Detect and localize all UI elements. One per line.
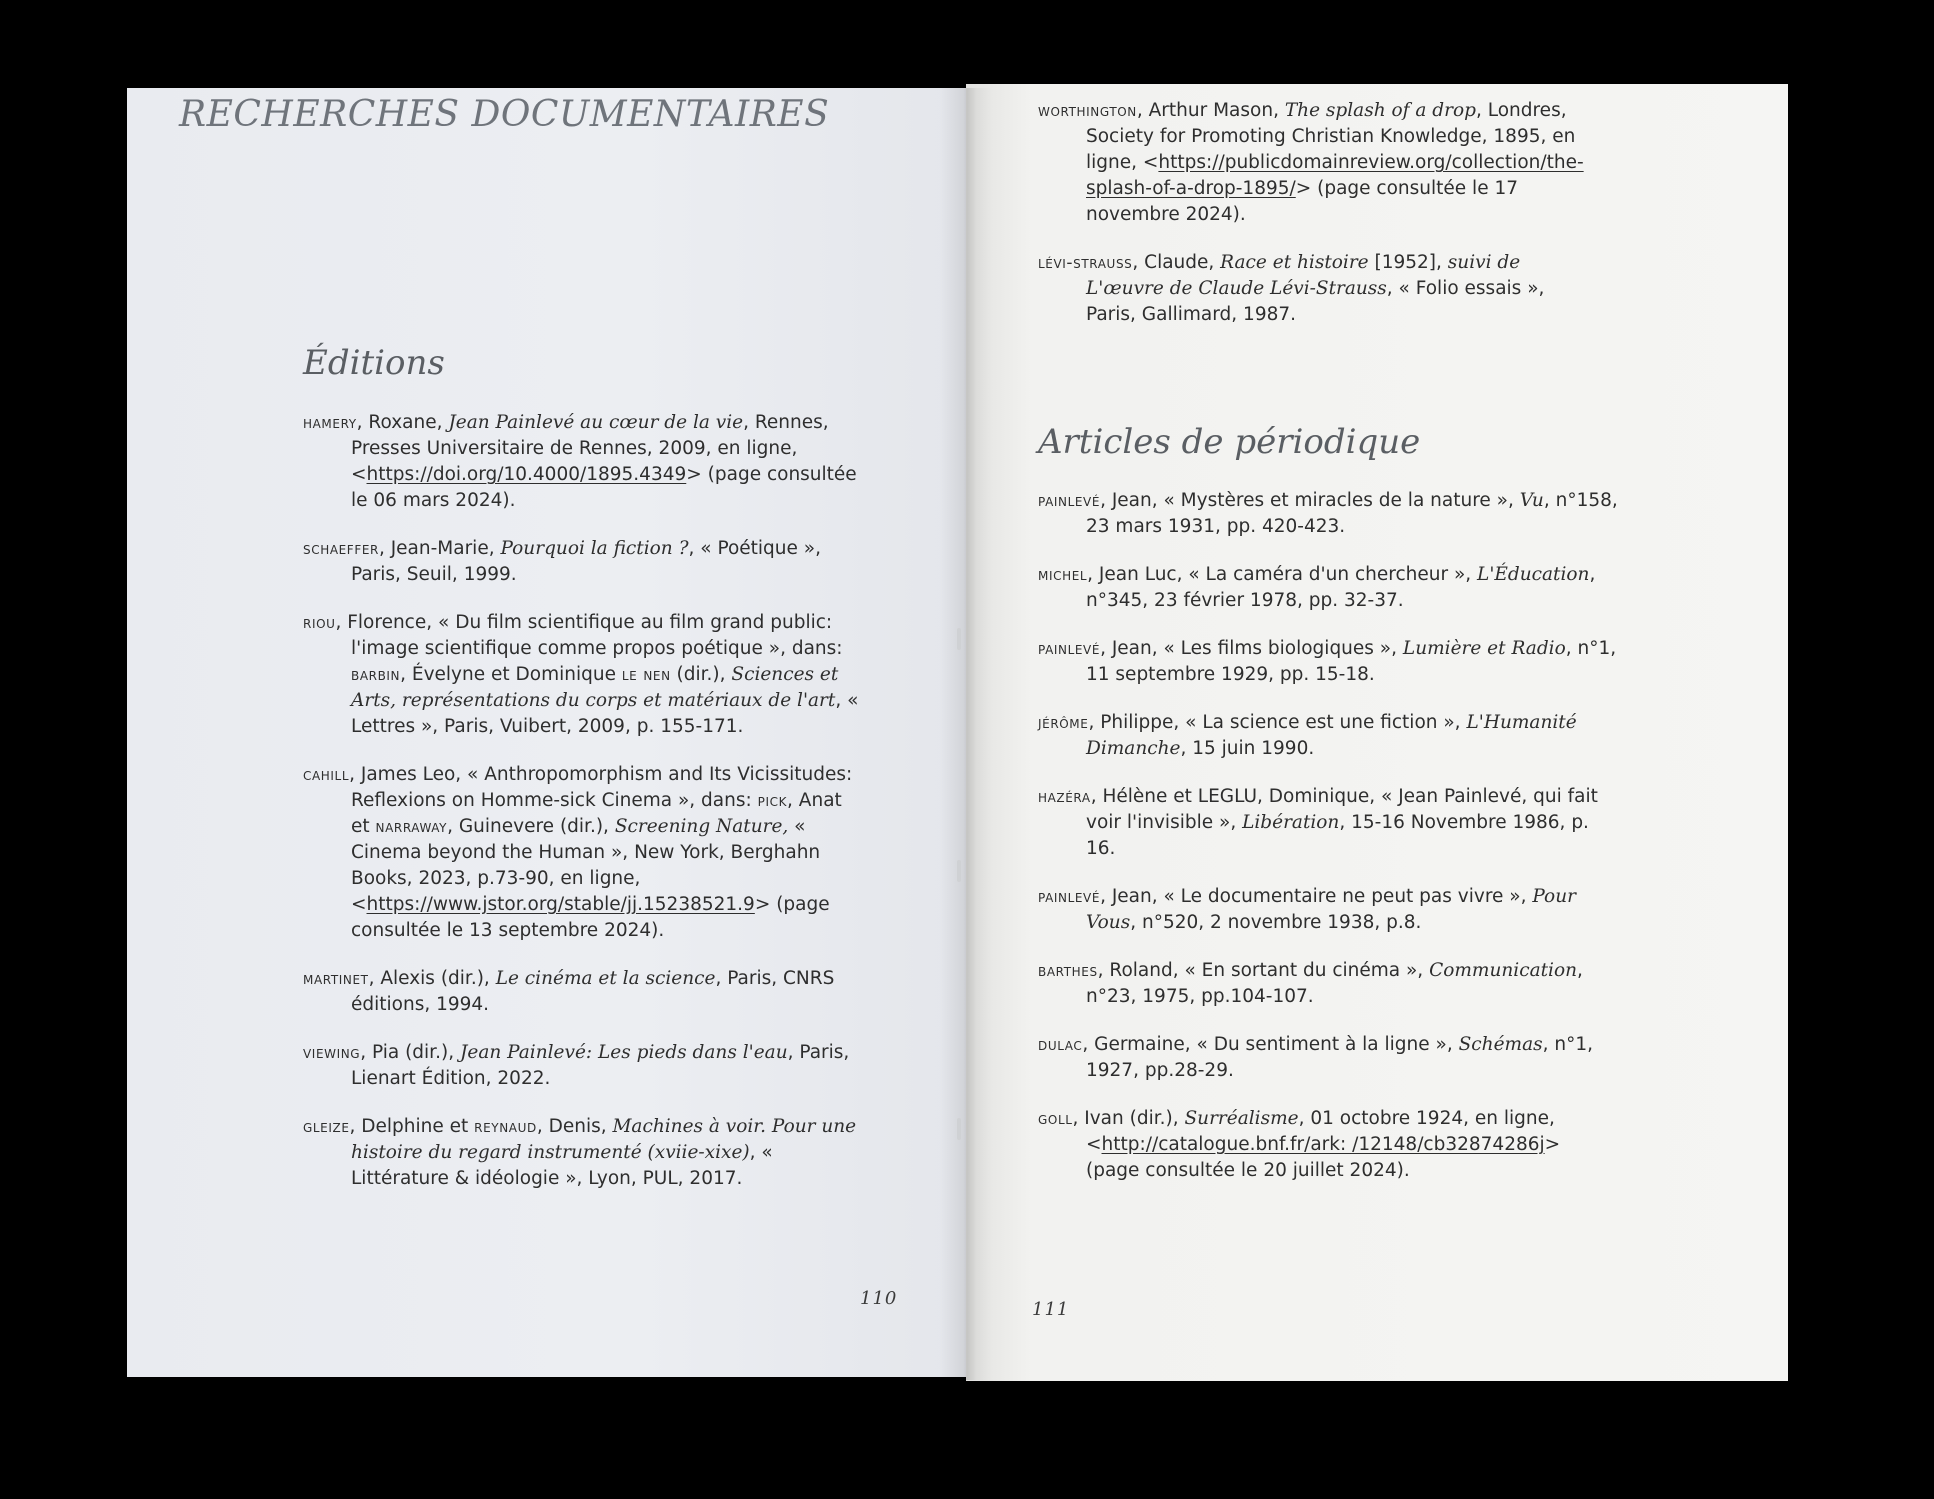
articles-list <box>1038 488 1618 1206</box>
author-surname: viewing <box>303 1043 361 1063</box>
entry-text: , « Poétique », Paris, Seuil, 1999. <box>351 538 821 585</box>
work-title: L'Humanité Dimanche <box>1086 712 1577 759</box>
entry-text: , Arthur Mason, <box>1136 100 1285 121</box>
bibliography-entry <box>303 410 863 514</box>
bibliography-entry <box>1038 958 1618 1010</box>
entry-text: , Paris, Lienart Édition, 2022. <box>351 1042 850 1089</box>
author-surname: worthington <box>1038 101 1137 121</box>
author-surname: jérôme <box>1038 713 1089 733</box>
author-surname: schaeffer <box>303 539 379 559</box>
entry-text: , Philippe, « La science est une fiction », <box>1088 712 1467 733</box>
author-surname: lévi-strauss <box>1038 253 1133 273</box>
entry-text: , n°1, 11 septembre 1929, pp. 15-18. <box>1086 638 1617 685</box>
work-title: Vu <box>1519 490 1544 511</box>
bibliography-entry <box>1038 636 1618 688</box>
entry-text: > (page consultée le 20 juillet 2024). <box>1086 1134 1561 1181</box>
entry-text: , n°23, 1975, pp.104-107. <box>1086 960 1583 1007</box>
entry-text: « Cinema beyond the Human », New York, Berghahn Books, 2023, p.73-90, en ligne, < <box>351 816 821 915</box>
work-title: Machines à voir. Pour une histoire du regard instrumenté (xviie-xixe) <box>351 1116 857 1163</box>
entry-url-link[interactable]: https://www.jstor.org/stable/jj.15238521.9 <box>366 894 755 915</box>
work-title: Libération <box>1242 812 1340 833</box>
entry-text: , Alexis (dir.), <box>368 968 496 989</box>
author-surname: le nen <box>621 665 671 685</box>
author-surname: barbin <box>351 665 401 685</box>
bibliography-entry <box>1038 1106 1618 1184</box>
entry-text: , Évelyne et Dominique <box>400 664 622 685</box>
entry-text: , Delphine et <box>349 1116 475 1137</box>
entry-text: , Jean Luc, « La caméra d'un chercheur », <box>1087 564 1478 585</box>
author-surname: painlevé <box>1038 491 1101 511</box>
bibliography-entry <box>303 762 863 944</box>
bibliography-entry <box>303 1040 863 1092</box>
author-surname: goll <box>1038 1109 1073 1129</box>
bibliography-entry <box>303 610 863 740</box>
work-title: Lumière et Radio <box>1402 638 1566 659</box>
work-title: Jean Painlevé: Les pieds dans l'eau <box>459 1042 788 1063</box>
bibliography-entry <box>1038 98 1598 228</box>
work-title: Communication <box>1429 960 1577 981</box>
page-number-right: 111 <box>1032 1299 1070 1320</box>
entry-text: , Florence, « Du film scientifique au film grand public: l'image scientifique comme propos poétique », dans: <box>335 612 843 659</box>
work-title: Schémas <box>1458 1034 1543 1055</box>
entry-text: , n°158, 23 mars 1931, pp. 420-423. <box>1086 490 1618 537</box>
entry-text: , Denis, <box>536 1116 613 1137</box>
binding-stitch <box>957 1118 961 1140</box>
author-surname: narraway <box>375 817 448 837</box>
entry-text: , Jean, « Les films biologiques », <box>1100 638 1403 659</box>
binding-stitch <box>957 628 961 650</box>
bibliography-entry <box>303 1114 863 1192</box>
bibliography-entry <box>1038 784 1618 862</box>
bibliography-entry <box>1038 884 1618 936</box>
entry-text: , « Littérature & idéologie », Lyon, PUL, 2017. <box>351 1142 773 1189</box>
entry-url-link[interactable]: https://doi.org/10.4000/1895.4349 <box>366 464 687 485</box>
entry-text: , Claude, <box>1132 252 1221 273</box>
entry-text: , « Lettres », Paris, Vuibert, 2009, p. 155-171. <box>351 690 859 737</box>
author-surname: painlevé <box>1038 639 1101 659</box>
editions-list-continued <box>1038 98 1598 350</box>
running-head: RECHERCHES DOCUMENTAIRES <box>179 94 830 135</box>
entry-text: > (page consultée le 06 mars 2024). <box>351 464 857 511</box>
work-title: Screening Nature, <box>614 816 789 837</box>
bibliography-entry <box>1038 562 1618 614</box>
entry-text: [1952], <box>1368 252 1448 273</box>
editions-list <box>303 410 863 1214</box>
entry-text: , Roland, « En sortant du cinéma », <box>1097 960 1430 981</box>
author-surname: cahill <box>303 765 350 785</box>
bibliography-entry <box>1038 488 1618 540</box>
entry-text: , Londres, Society for Promoting Christian Knowledge, 1895, en ligne, < <box>1086 100 1576 173</box>
bibliography-entry <box>1038 250 1598 328</box>
work-title: Surréalisme <box>1184 1108 1299 1129</box>
entry-text: , James Leo, « Anthropomorphism and Its Vicissitudes: Reflexions on Homme-sick Cinema », dans: <box>349 764 853 811</box>
entry-text: , 01 octobre 1924, en ligne, < <box>1086 1108 1555 1155</box>
entry-text: > (page consultée le 17 novembre 2024). <box>1086 178 1518 225</box>
author-surname: riou <box>303 613 336 633</box>
work-title: Le cinéma et la science <box>495 968 716 989</box>
work-title: Pourquoi la fiction ? <box>500 538 689 559</box>
entry-text: , Jean-Marie, <box>378 538 501 559</box>
author-surname: hamery <box>303 413 357 433</box>
bibliography-entry <box>1038 1032 1618 1084</box>
entry-text: , Paris, CNRS éditions, 1994. <box>351 968 835 1015</box>
entry-text: (dir.), <box>670 664 732 685</box>
author-surname: dulac <box>1038 1035 1083 1055</box>
work-title: Pour Vous <box>1086 886 1576 933</box>
entry-text: , Germaine, « Du sentiment à la ligne », <box>1082 1034 1459 1055</box>
entry-text: , Rennes, Presses Universitaire de Rennes, 2009, en ligne, < <box>351 412 829 485</box>
work-title: Race et histoire <box>1220 252 1369 273</box>
entry-text: , n°520, 2 novembre 1938, p.8. <box>1130 912 1422 933</box>
author-surname: martinet <box>303 969 369 989</box>
section-title-editions: Éditions <box>303 343 445 383</box>
entry-text: , Jean, « Le documentaire ne peut pas vivre », <box>1100 886 1533 907</box>
author-surname: michel <box>1038 565 1088 585</box>
page-number-left: 110 <box>860 1288 898 1309</box>
entry-url-link[interactable]: http://catalogue.bnf.fr/ark: /12148/cb32874286j <box>1101 1134 1545 1155</box>
work-title: Sciences et Arts, représentations du corps et matériaux de l'art <box>351 664 839 711</box>
author-surname: reynaud <box>474 1117 537 1137</box>
bibliography-entry <box>303 536 863 588</box>
entry-text: , Jean, « Mystères et miracles de la nature », <box>1100 490 1520 511</box>
entry-text: , 15-16 Novembre 1986, p. 16. <box>1086 812 1589 859</box>
work-title: L'Éducation <box>1477 564 1590 585</box>
entry-text: , n°345, 23 février 1978, pp. 32-37. <box>1086 564 1596 611</box>
right-page <box>966 84 1788 1381</box>
author-surname: gleize <box>303 1117 350 1137</box>
entry-text: , Pia (dir.), <box>360 1042 460 1063</box>
entry-text: , 15 juin 1990. <box>1180 738 1315 759</box>
section-title-articles: Articles de périodique <box>1038 422 1421 462</box>
bibliography-entry <box>1038 710 1618 762</box>
entry-text: , Anat et <box>351 790 842 837</box>
entry-text: > (page consultée le 13 septembre 2024). <box>351 894 830 941</box>
entry-text: , « Folio essais », Paris, Gallimard, 1987. <box>1086 278 1545 325</box>
author-surname: painlevé <box>1038 887 1101 907</box>
work-title: Jean Painlevé au cœur de la vie <box>448 412 744 433</box>
author-surname: pick <box>757 791 788 811</box>
author-surname: barthes <box>1038 961 1098 981</box>
entry-url-link[interactable]: https://publicdomainreview.org/collection/the-splash-of-a-drop-1895/ <box>1086 152 1584 199</box>
entry-text: , Guinevere (dir.), <box>447 816 615 837</box>
work-title: suivi de L'œuvre de Claude Lévi-Strauss <box>1086 252 1521 299</box>
entry-text: , Ivan (dir.), <box>1072 1108 1185 1129</box>
binding-stitch <box>957 860 961 882</box>
entry-text: , Hélène et LEGLU, Dominique, « Jean Painlevé, qui fait voir l'invisible », <box>1086 786 1598 833</box>
left-page <box>127 88 966 1377</box>
work-title: The splash of a drop <box>1284 100 1476 121</box>
bibliography-entry <box>303 966 863 1018</box>
entry-text: , Roxane, <box>356 412 449 433</box>
entry-text: , n°1, 1927, pp.28-29. <box>1086 1034 1593 1081</box>
author-surname: hazéra <box>1038 787 1091 807</box>
